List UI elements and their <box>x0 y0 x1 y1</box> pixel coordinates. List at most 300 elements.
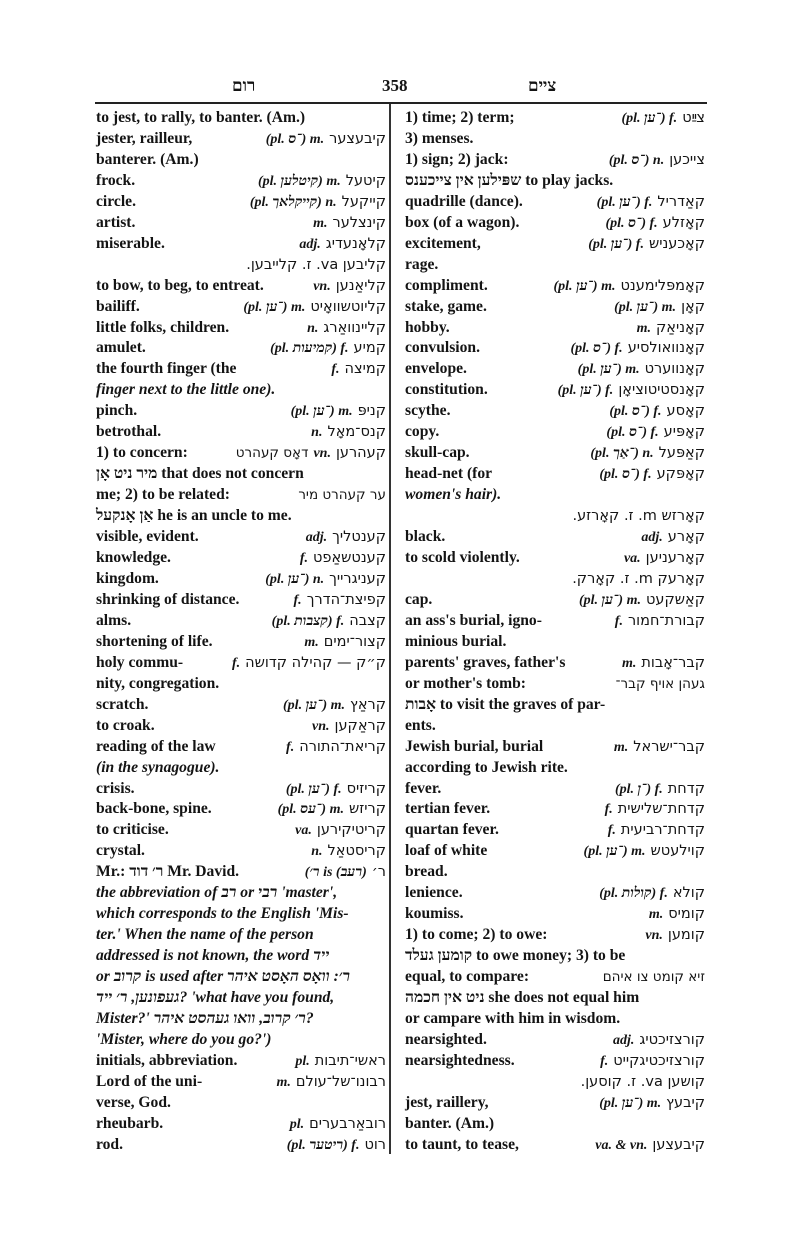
grammar-label: adj. <box>305 530 328 546</box>
yiddish-headword: קנס־מאָל <box>327 424 386 441</box>
dictionary-line <box>405 485 705 506</box>
entry-headword-group <box>609 150 705 172</box>
yiddish-headword: צײַט <box>682 110 705 126</box>
entry-headword-group <box>283 695 386 717</box>
dictionary-line <box>96 464 386 485</box>
entry-definition: 1) sign; 2) jack: <box>405 150 509 168</box>
entry-headword-group <box>595 1135 705 1157</box>
grammar-label: va. <box>295 823 312 839</box>
dictionary-line <box>405 737 705 758</box>
entry-definition: parents' graves, father's <box>405 653 566 671</box>
entry-definition: Jewish burial, burial <box>405 737 544 755</box>
yiddish-headword: קאָפּיע <box>663 424 705 441</box>
grammar-label: vn. <box>313 278 331 294</box>
yiddish-headword: קניפּ <box>357 403 386 420</box>
yiddish-headword: קולא <box>672 885 705 902</box>
yiddish-headword: קאָרעניען <box>645 550 705 567</box>
entry-definition: jest, raillery, <box>405 1093 489 1111</box>
entry-headword-group <box>298 485 386 506</box>
entry-definition: to scold violently. <box>405 549 520 567</box>
entry-headword-group <box>304 632 386 654</box>
dictionary-line <box>405 359 705 380</box>
guide-word-left: רום <box>232 76 256 95</box>
grammar-label: adj. <box>613 1032 635 1048</box>
dictionary-line <box>96 1030 386 1051</box>
grammar-label: adj. <box>641 530 663 546</box>
dictionary-line <box>405 548 705 569</box>
entry-definition: ents. <box>405 716 436 734</box>
entry-definition: Lord of the uni- <box>96 1072 203 1090</box>
yiddish-phrase: ער קעהרט מיר <box>298 487 386 504</box>
entry-definition: 1) to come; 2) to owe: <box>405 926 548 944</box>
yiddish-headword: קאַשקעט <box>645 591 705 608</box>
yiddish-headword: קענטשאַפט <box>313 550 386 567</box>
dictionary-line <box>96 695 386 716</box>
entry-definition: rod. <box>96 1135 124 1153</box>
dictionary-line <box>96 799 386 820</box>
entry-headword-group <box>306 527 386 549</box>
dictionary-line <box>96 276 386 297</box>
entry-definition: געפונען, ר׳ ייד? 'what have you found, <box>96 989 335 1007</box>
entry-definition: cap. <box>405 590 433 608</box>
dictionary-line <box>96 632 386 653</box>
yiddish-headword: קליבען va. ז. קלייבען. <box>246 256 386 273</box>
dictionary-line <box>96 485 386 506</box>
entry-headword-group <box>295 820 386 842</box>
dictionary-line <box>405 276 705 297</box>
entry-definition: tertian fever. <box>405 800 491 818</box>
entry-definition: miserable. <box>96 234 165 252</box>
yiddish-headword: קיבעץ <box>666 1094 705 1111</box>
yiddish-headword: קבר־אָבות <box>641 654 705 671</box>
grammar-label: m. <box>613 739 629 755</box>
column-divider <box>389 104 391 1154</box>
entry-headword-group <box>265 569 386 591</box>
dictionary-line <box>96 171 386 192</box>
dictionary-line <box>405 192 705 213</box>
dictionary-line <box>405 1093 705 1114</box>
entry-definition: the fourth finger (the <box>96 360 237 378</box>
entry-definition: banterer. (Am.) <box>96 150 199 168</box>
dictionary-line <box>405 674 705 695</box>
yiddish-headword: קצבה <box>349 612 386 629</box>
dictionary-line <box>405 862 705 883</box>
dictionary-line <box>405 611 705 632</box>
grammar-label: (pl. ־ען) m. <box>243 299 306 315</box>
dictionary-line <box>405 904 705 925</box>
dictionary-line <box>96 401 386 422</box>
dictionary-line <box>96 1009 386 1030</box>
yiddish-headword: ק״ק — קהילה קדושה <box>245 654 386 671</box>
dictionary-line <box>405 1114 705 1135</box>
grammar-label: pl. <box>289 1116 305 1132</box>
yiddish-headword: קיבעצען <box>652 1136 705 1153</box>
yiddish-headword: קריזיס <box>346 780 386 797</box>
grammar-label: n. <box>311 844 323 860</box>
dictionary-line <box>405 297 705 318</box>
yiddish-headword: קליוטשוואָיט <box>310 298 386 315</box>
entry-definition: copy. <box>405 423 440 441</box>
dictionary-line <box>405 255 705 276</box>
entry-definition: shortening of life. <box>96 632 213 650</box>
entry-headword-group <box>605 213 705 235</box>
entry-definition: me; 2) to be related: <box>96 486 230 504</box>
entry-headword-group <box>311 841 386 863</box>
entry-definition: quartan fever. <box>405 821 499 839</box>
grammar-label: (pl. ־ען) m. <box>577 362 640 378</box>
entry-headword-group <box>313 276 386 298</box>
dictionary-line <box>96 1135 386 1156</box>
dictionary-line <box>96 129 386 150</box>
dictionary-line <box>405 380 705 401</box>
entry-definition: nearsightedness. <box>405 1051 515 1069</box>
entry-definition: shrinking of distance. <box>96 590 240 608</box>
entry-definition: to jest, to rally, to banter. (Am.) <box>96 109 306 126</box>
dictionary-line <box>405 318 705 339</box>
entry-headword-group <box>270 338 386 360</box>
dictionary-line <box>405 946 705 967</box>
entry-definition: banter. (Am.) <box>405 1114 495 1132</box>
grammar-label: va. <box>623 551 641 567</box>
yiddish-headword: קאָרזש m. ז. קאָרזע. <box>572 508 705 525</box>
dictionary-line <box>96 338 386 359</box>
grammar-label: (pl. ־ס) f. <box>606 425 659 441</box>
yiddish-headword: ר׳ <box>371 864 386 881</box>
entry-headword-group <box>614 297 705 319</box>
dictionary-line <box>405 1009 705 1030</box>
yiddish-headword: קאַדריל <box>657 193 705 210</box>
dictionary-line <box>405 401 705 422</box>
entry-headword-group <box>624 548 705 570</box>
grammar-label: (pl. ־ס) m. <box>265 131 325 147</box>
dictionary-line <box>96 443 386 464</box>
entry-headword-group <box>554 276 706 298</box>
yiddish-headword: קפיצת־הדרך <box>306 591 386 608</box>
entry-definition: or mother's tomb: <box>405 674 526 692</box>
dictionary-line <box>96 297 386 318</box>
entry-headword-group <box>278 799 386 821</box>
entry-headword-group <box>307 318 386 340</box>
yiddish-headword: קעהרען <box>335 445 386 462</box>
entry-headword-group <box>616 674 705 695</box>
yiddish-headword: קאָנסטיטוציאָן <box>618 382 705 399</box>
dictionary-line <box>405 1051 705 1072</box>
dictionary-line <box>405 338 705 359</box>
entry-headword-group <box>645 925 705 947</box>
grammar-label: f. <box>607 823 616 839</box>
grammar-label: f. <box>286 739 295 755</box>
grammar-label: m. <box>304 634 319 650</box>
dictionary-line <box>405 1072 705 1093</box>
entry-headword-group <box>641 527 705 549</box>
yiddish-headword: קיטעל <box>345 172 386 189</box>
dictionary-line <box>405 695 705 716</box>
entry-definition: (in the synagogue). <box>96 758 220 776</box>
entry-headword-group <box>331 359 386 381</box>
entry-definition: bread. <box>405 863 448 881</box>
yiddish-headword: קצור־ימים <box>323 633 386 650</box>
entry-headword-group <box>258 171 386 193</box>
dictionary-line <box>96 841 386 862</box>
yiddish-headword: קושען va. ז. קוסען. <box>580 1073 705 1090</box>
dictionary-line <box>96 883 386 904</box>
entry-definition: back-bone, spine. <box>96 800 212 818</box>
dictionary-line <box>405 799 705 820</box>
grammar-label: (pl. ־ען) m. <box>599 1095 662 1111</box>
entry-definition: black. <box>405 528 446 546</box>
entry-definition: skull-cap. <box>405 444 470 462</box>
yiddish-headword: קריטיקירען <box>316 822 386 839</box>
grammar-label: vn. <box>645 928 663 944</box>
grammar-label: (pl. ־אַך) n. <box>590 446 654 462</box>
entry-definition: 3) menses. <box>405 129 474 147</box>
grammar-label: (pl. ־ען) f. <box>596 194 653 210</box>
yiddish-headword: קריאת־התורה <box>299 738 386 755</box>
entry-definition: excitement, <box>405 234 481 252</box>
dictionary-line <box>405 1030 705 1051</box>
entry-definition: minious burial. <box>405 632 507 650</box>
header-rule <box>95 102 707 104</box>
entry-headword-group <box>232 653 386 675</box>
entry-definition: hobby. <box>405 318 450 336</box>
yiddish-headword: קומיס <box>668 906 705 923</box>
entry-definition: convulsion. <box>405 339 480 357</box>
entry-definition: verse, God. <box>96 1093 171 1111</box>
entry-definition: circle. <box>96 192 136 210</box>
yiddish-headword: קאָפּקע <box>656 466 705 483</box>
entry-definition: reading of the law <box>96 737 216 755</box>
grammar-label: (ר׳ is (רעב) <box>304 865 367 881</box>
dictionary-line <box>405 213 705 234</box>
dictionary-line <box>96 1093 386 1114</box>
entry-headword-group <box>266 129 386 151</box>
dictionary-line <box>96 359 386 380</box>
yiddish-headword: קראַקען <box>334 717 386 734</box>
dictionary-line <box>405 653 705 674</box>
dictionary-line <box>96 820 386 841</box>
entry-definition: the abbreviation of רב or רבי 'master', <box>96 884 338 902</box>
entry-headword-group <box>588 234 705 256</box>
entry-definition: אָבות to visit the graves of par- <box>405 695 606 713</box>
yiddish-phrase: דאָס קעהרט <box>235 445 309 462</box>
yiddish-headword: קבר־ישראל <box>633 738 705 755</box>
entry-headword-group <box>558 380 705 402</box>
entry-headword-group <box>572 506 705 527</box>
dictionary-line <box>96 674 386 695</box>
yiddish-headword: קאָניאַק <box>655 319 705 336</box>
entry-headword-group <box>290 1114 386 1136</box>
entry-definition: crystal. <box>96 842 145 860</box>
grammar-label: (pl. ־ען) m. <box>583 844 646 860</box>
entry-headword-group <box>250 192 386 214</box>
dictionary-line <box>96 1072 386 1093</box>
entry-headword-group <box>597 192 705 214</box>
dictionary-line <box>405 883 705 904</box>
entry-headword-group <box>590 443 705 465</box>
entry-definition: lenience. <box>405 884 463 902</box>
entry-headword-group <box>613 1030 705 1052</box>
entry-headword-group <box>312 716 386 738</box>
page-number: 358 <box>382 76 408 95</box>
grammar-label: (pl. ־ען) m. <box>614 299 677 315</box>
dictionary-line <box>96 234 386 255</box>
entry-definition: 'Mister, where do you go?') <box>96 1030 272 1048</box>
dictionary-line <box>405 422 705 443</box>
yiddish-headword: קענטליך <box>332 529 386 546</box>
entry-headword-group <box>272 611 386 633</box>
entry-headword-group <box>286 737 386 759</box>
dictionary-line <box>96 988 386 1009</box>
dictionary-line <box>96 904 386 925</box>
yiddish-headword: קורצזיכטיג <box>639 1031 705 1048</box>
grammar-label: adj. <box>299 236 321 252</box>
entry-headword-group <box>608 820 705 842</box>
entry-definition: nity, congregation. <box>96 674 220 692</box>
dictionary-line <box>96 946 386 967</box>
dictionary-line <box>405 841 705 862</box>
entry-definition: jester, railleur, <box>96 129 193 147</box>
dictionary-line <box>405 108 705 129</box>
dictionary-line <box>96 653 386 674</box>
yiddish-headword: קריסטאַל <box>327 843 386 860</box>
yiddish-headword: קליינוואַרג <box>323 319 386 336</box>
entry-headword-group <box>614 737 705 759</box>
grammar-label: vn. <box>312 718 330 734</box>
entry-headword-group <box>246 255 386 276</box>
entry-definition: rheubarb. <box>96 1114 164 1132</box>
entry-headword-group <box>300 548 386 570</box>
dictionary-line <box>96 779 386 800</box>
grammar-label: (pl. קיטלען) m. <box>257 173 341 189</box>
entry-definition: fever. <box>405 779 442 797</box>
entry-definition: rage. <box>405 255 439 273</box>
entry-headword-group <box>305 862 386 884</box>
entry-definition: women's hair). <box>405 486 502 504</box>
dictionary-line <box>96 422 386 443</box>
grammar-label: (pl. ־ען) f. <box>621 111 678 126</box>
grammar-label: f. <box>604 802 613 818</box>
entry-headword-group <box>581 1072 705 1093</box>
dictionary-line <box>96 150 386 171</box>
grammar-label: f. <box>331 362 340 378</box>
yiddish-headword: קאָזלע <box>662 214 705 231</box>
entry-definition: 1) time; 2) term; <box>405 109 515 126</box>
yiddish-headword: רובאַרבערים <box>309 1115 386 1132</box>
dictionary-line <box>405 1135 705 1156</box>
entry-definition: nearsighted. <box>405 1030 487 1048</box>
dictionary-line <box>96 527 386 548</box>
grammar-label: (pl. ־ס) f. <box>609 404 662 420</box>
dictionary-line <box>96 548 386 569</box>
yiddish-headword: קינצלער <box>332 214 386 231</box>
entry-definition: quadrille (dance). <box>405 192 523 210</box>
entry-headword-group <box>294 590 386 612</box>
grammar-label: (pl. קמיעות) f. <box>270 341 349 357</box>
entry-headword-group <box>286 779 386 801</box>
yiddish-headword: קומען <box>667 927 705 944</box>
grammar-label: vn. <box>313 446 331 462</box>
grammar-label: n. <box>307 320 319 336</box>
entry-definition: scratch. <box>96 695 149 713</box>
yiddish-headword: קאָנווערט <box>644 361 705 378</box>
grammar-label: (pl. ־ן) f. <box>614 781 663 797</box>
dictionary-line <box>96 758 386 779</box>
dictionary-line <box>96 862 386 883</box>
entry-definition: addressed is not known, the word ייד <box>96 947 330 965</box>
entry-definition: constitution. <box>405 381 488 399</box>
entry-definition: to bow, to beg, to entreat. <box>96 276 264 294</box>
grammar-label: m. <box>621 655 637 671</box>
entry-headword-group <box>295 1051 386 1073</box>
entry-headword-group <box>615 779 705 801</box>
yiddish-headword: קאָרע <box>667 529 705 546</box>
grammar-label: (pl. ־ען) m. <box>553 278 616 294</box>
yiddish-headword: קאָרעק m. ז. קאָרק. <box>572 570 705 587</box>
grammar-label: m. <box>636 320 651 336</box>
grammar-label: (pl. ־ס) f. <box>605 215 658 231</box>
entry-headword-group <box>621 108 705 130</box>
grammar-label: f. <box>231 655 241 671</box>
dictionary-line <box>96 380 386 401</box>
grammar-label: f. <box>600 1053 609 1069</box>
yiddish-headword: קייקעל <box>341 193 386 210</box>
dictionary-line <box>405 716 705 737</box>
entry-headword-group <box>599 464 705 486</box>
entry-definition: compliment. <box>405 276 488 294</box>
yiddish-headword: קאַפּעל <box>658 445 705 462</box>
dictionary-line <box>96 590 386 611</box>
entry-definition: Mister?' ר׳ קרוב, וואו געהסט איהר? <box>96 1009 314 1027</box>
entry-definition: kingdom. <box>96 569 159 587</box>
dictionary-line <box>96 737 386 758</box>
entry-definition: koumiss. <box>405 905 464 923</box>
dictionary-line <box>405 527 705 548</box>
entry-definition: loaf of white <box>405 842 488 860</box>
entry-headword-group <box>579 590 705 612</box>
yiddish-phrase: זיא קומט צו איהם <box>602 969 705 986</box>
yiddish-headword: קמיצה <box>344 361 386 378</box>
dictionary-line <box>96 318 386 339</box>
entry-headword-group <box>609 401 705 423</box>
entry-headword-group <box>570 338 705 360</box>
dictionary-line <box>405 506 705 527</box>
dictionary-line <box>405 758 705 779</box>
dictionary-line <box>405 129 705 150</box>
yiddish-headword: קיבעצער <box>329 130 386 147</box>
dictionary-line <box>405 443 705 464</box>
yiddish-headword: קדחת־שלישית <box>617 801 705 818</box>
dictionary-line <box>96 569 386 590</box>
entry-definition: שפּילען אין צייכענס to play jacks. <box>405 171 614 189</box>
entry-headword-group <box>299 234 386 256</box>
entry-headword-group <box>236 443 386 465</box>
entry-headword-group <box>622 653 705 675</box>
entry-definition: crisis. <box>96 779 135 797</box>
dictionary-line <box>96 506 386 527</box>
grammar-label: f. <box>614 613 623 629</box>
yiddish-headword: קעניגרייך <box>329 570 386 587</box>
dictionary-line <box>405 171 705 192</box>
entry-definition: frock. <box>96 171 136 189</box>
entry-headword-group <box>605 799 705 821</box>
entry-definition: מיר ניט אָן that does not concern <box>96 465 304 483</box>
entry-headword-group <box>276 1072 386 1094</box>
entry-definition: holy commu- <box>96 653 184 671</box>
entry-definition: ter.' When the name of the person <box>96 926 314 944</box>
dictionary-line <box>405 820 705 841</box>
grammar-label: m. <box>648 907 664 923</box>
grammar-label: (pl. קולות) f. <box>599 886 668 902</box>
